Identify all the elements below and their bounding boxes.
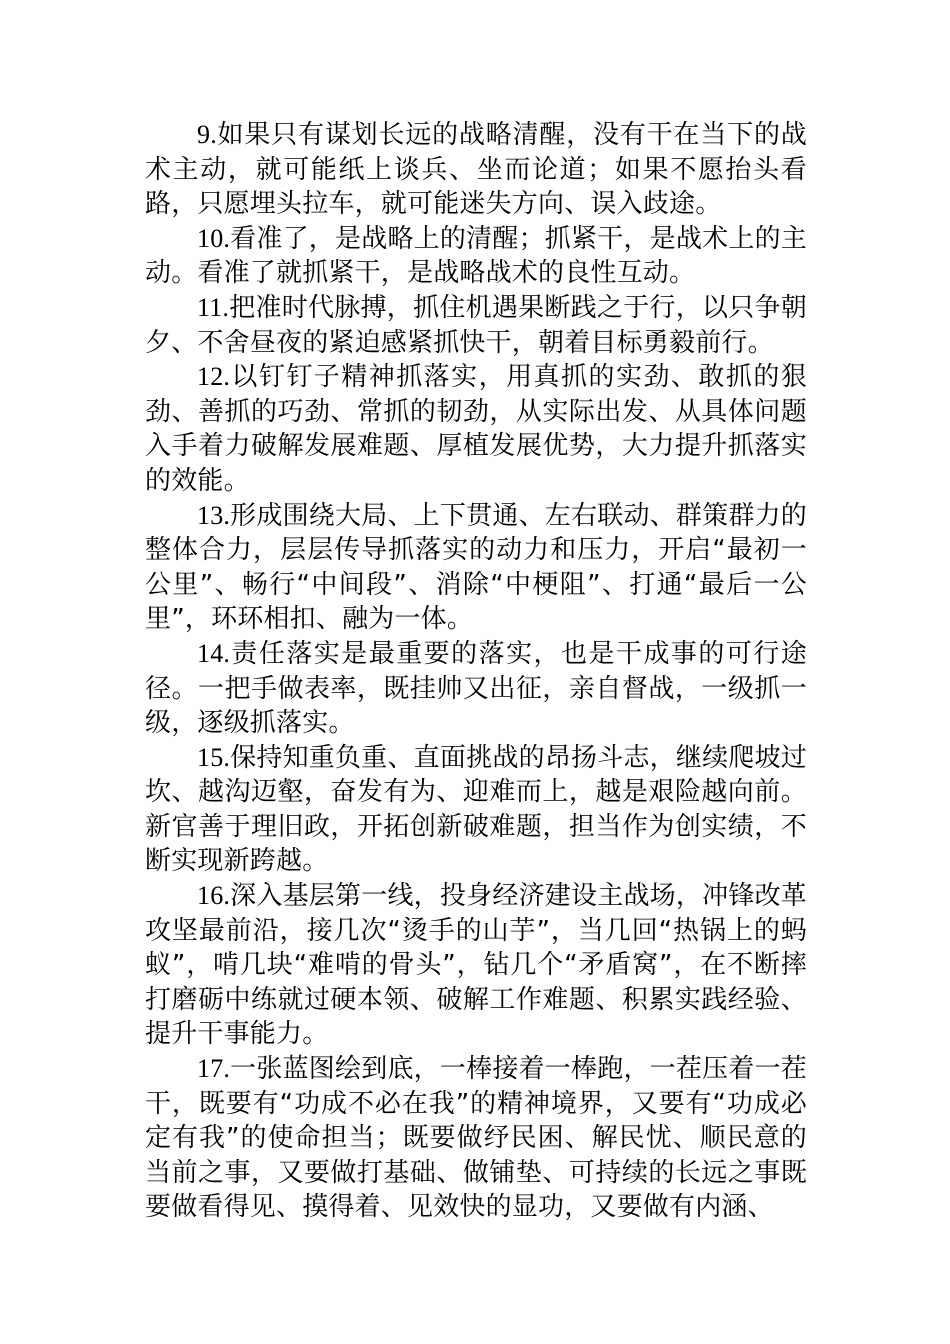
paragraph-text: 以钉钉子精神抓落实，用真抓的实劲、敢抓的狠劲、善抓的巧劲、常抓的韧劲，从实际出发、从具体问题入手着力破解发展难题、厚植发展优势，大力提升抓落实的效能。 [145,362,807,496]
paragraph-number: 16. [197,881,231,911]
paragraph-number: 12. [197,362,231,392]
paragraph-text: 一张蓝图绘到底，一棒接着一棒跑，一茬压着一茬干，既要有“功成不必在我”的精神境界，又要有“功成必定有我”的使命担当；既要做纾民困、解民忧、顺民意的当前之事，又要做打基础、做铺垫、可持续的长远之事既要做看得见、摸得着、见效快的显功，又要做有内涵、 [145,1054,807,1223]
paragraph-13 [145,499,807,637]
paragraph-number: 15. [197,742,231,772]
paragraph-14 [145,637,807,741]
paragraph-number: 14. [197,638,231,668]
paragraph-11 [145,291,807,360]
paragraph-text: 保持知重负重、直面挑战的昂扬斗志，继续爬坡过坎、越沟迈壑，奋发有为、迎难而上，越是艰险越向前。新官善于理旧政，开拓创新破难题，担当作为创实绩，不断实现新跨越。 [145,742,807,877]
paragraph-number: 10. [197,223,231,253]
paragraph-17 [145,1052,807,1225]
paragraph-text: 如果只有谋划长远的战略清醒，没有干在当下的战术主动，就可能纸上谈兵、坐而论道；如果不愿抬头看路，只愿埋头拉车，就可能迷失方向、误入歧途。 [145,120,807,220]
paragraph-text: 深入基层第一线，投身经济建设主战场，冲锋改革攻坚最前沿，接几次“烫手的山芋”，当几回“热锅上的蚂蚁”，啃几块“难啃的骨头”，钻几个“矛盾窝”，在不断摔打磨砺中练就过硬本领、破解工作难题、积累实践经验、提升干事能力。 [145,881,807,1050]
paragraph-number: 13. [197,500,231,530]
paragraph-9 [145,118,807,222]
paragraph-12 [145,360,807,498]
document-body [145,118,807,1225]
paragraph-number: 11. [197,292,230,322]
paragraph-number: 9. [197,120,217,149]
paragraph-number: 17. [197,1054,231,1084]
paragraph-15 [145,741,807,879]
paragraph-text: 责任落实是最重要的落实，也是干成事的可行途径。一把手做表率，既挂帅又出征，亲自督战，一级抓一级，逐级抓落实。 [145,638,807,739]
paragraph-text: 看准了，是战略上的清醒；抓紧干，是战术上的主动。看准了就抓紧干，是战略战术的良性互动。 [145,223,807,289]
paragraph-10 [145,222,807,291]
paragraph-text: 形成围绕大局、上下贯通、左右联动、群策群力的整体合力，层层传导抓落实的动力和压力，开启“最初一公里”、畅行“中间段”、消除“中梗阻”、打通“最后一公里”，环环相扣、融为一体。 [145,500,807,635]
paragraph-16 [145,879,807,1052]
paragraph-text: 把准时代脉搏，抓住机遇果断践之于行，以只争朝夕、不舍昼夜的紧迫感紧抓快干，朝着目标勇毅前行。 [145,292,807,358]
